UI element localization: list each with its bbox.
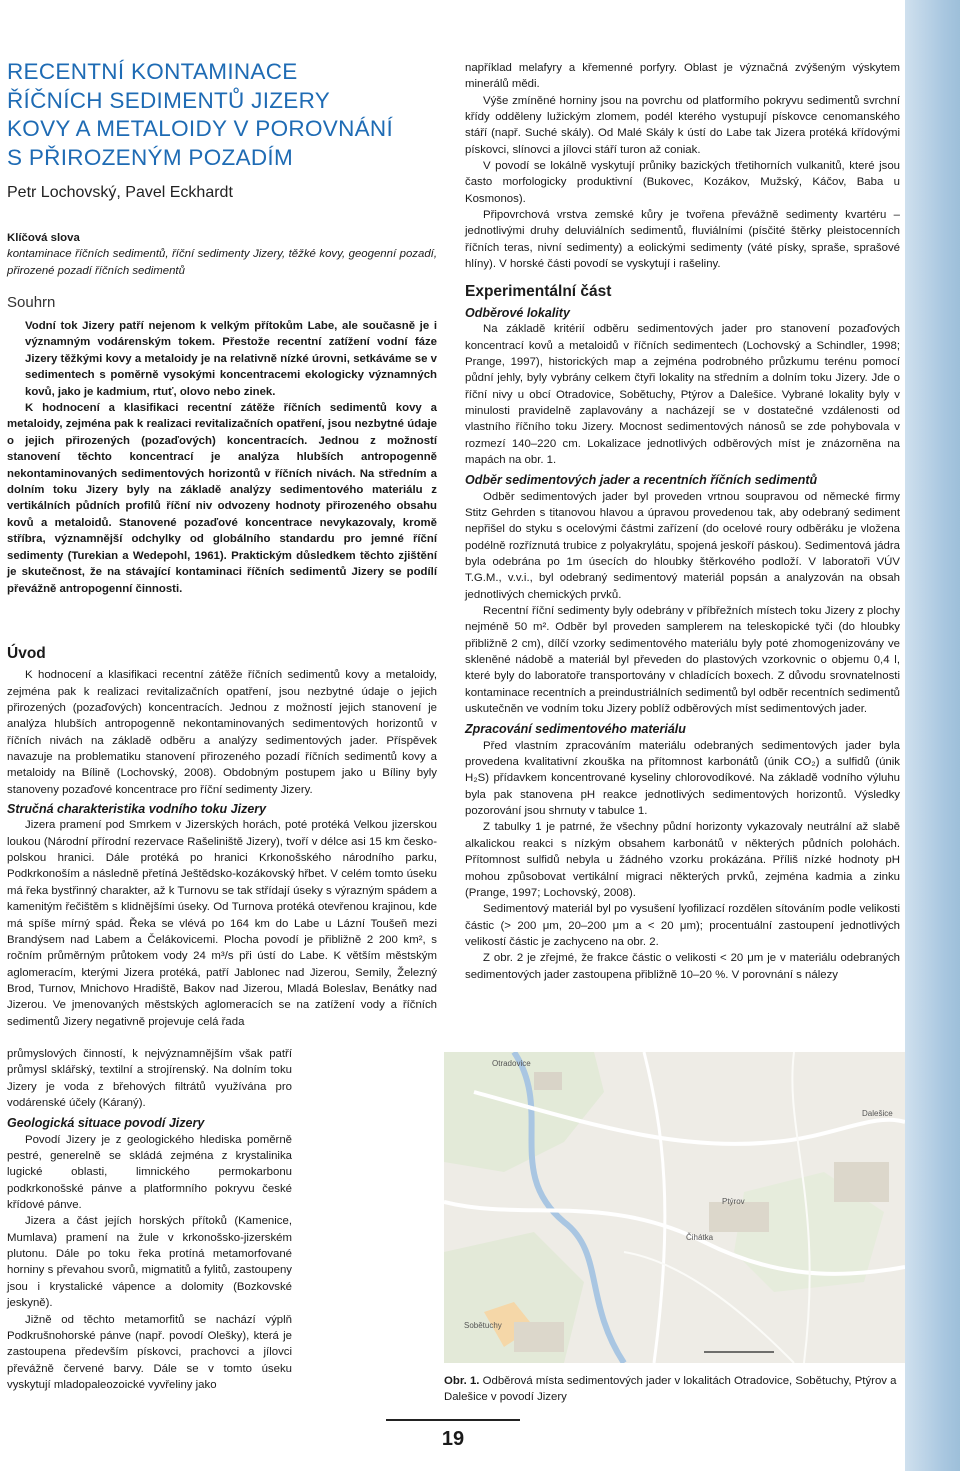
- location-map: [444, 1052, 905, 1363]
- souhrn-heading: Souhrn: [7, 294, 56, 311]
- figure-caption: [444, 1373, 899, 1406]
- page-number: 19: [441, 1428, 465, 1450]
- map-label-cihalka: Čihátka: [686, 1233, 714, 1242]
- paragraph: Jizera a část jejích horských přítoků (Kamenice, Mumlava) pramení na žule v krkonošsko-jizerském plutonu. Dále po toku řeka protíná metamorfované horniny s převahou svorů, migmatitů a fylitů, zastoupeny jsou i krystalické vápence a dolomity (Bozkovské jeskyně).: [7, 1215, 292, 1310]
- map-label-sobetuchy: Sobětuchy: [464, 1321, 502, 1330]
- map-label-otradovice: Otradovice: [492, 1059, 531, 1068]
- map-label-dalesice: Dalešice: [862, 1109, 893, 1118]
- paragraph: Povodí Jizery je z geologického hlediska poměrně pestré, generelně se skládá zejména z krystalinika lugické oblasti, limnického permokarbonu podkrkonošské pánve a platformního pokryvu české křídové pánve.: [7, 1133, 292, 1212]
- paragraph: V povodí se lokálně vyskytují průniky bazických třetihorních vulkanitů, které jsou často morfologicky produktivní (Bukovec, Kozákov, Mužský, Káčov, Baba u Kosmonos).: [465, 160, 900, 205]
- paragraph: K hodnocení a klasifikaci recentní zátěže říčních sedimentů kovy a metaloidy, zejména pak k realizaci revitalizačních opatření, jsou nezbytné údaje o jejich přirozených (pozaďových) koncentracích. Jednou z možností jejich stanovení je analýza hlubších antropogenně nekontaminovaných sedimentových horizontů v říčních nivách na základě odběru a analýzy sedimentových jader. Příspěvek navazuje na problematiku stanovení přirozeného pozadí říčních sedimentů kovy a metaloidy na Bílině (Lochovský, 2008). Obdobným postupem jako u Bíliny byly stanoveny pozaďové koncentrace pro říční sedimenty Jizery.: [7, 669, 437, 796]
- subsection-heading-jader: Odběr sedimentových jader a recentních říčních sedimentů: [465, 473, 818, 488]
- paragraph: Před vlastním zpracováním materiálu odebraných sedimentových jader byla provedena kvalitativní zkouška na přítomnost karbonátů (únik CO₂) a sulfidů (únik H₂S) přídavkem koncentrované kyseliny chlorovodíkové. Na základě vodního výluhu byla pak stanovena pH reakce jednotlivých sedimentových horizontů. Výsledky pozorování jsou shrnuty v tabulce 1.: [465, 739, 900, 818]
- caption-label: Obr. 1.: [444, 1375, 480, 1387]
- paragraph: Sedimentový materiál byl po vysušení lyofilizací rozdělen sítováním podle velikosti částic (> 200 μm, 20–200 μm a < 20 μm); procentuální zastoupení jednotlivých velikostí částic je zachyceno na obr. 2.: [465, 903, 900, 948]
- caption-text: Odběrová místa sedimentových jader v lokalitách Otradovice, Sobětuchy, Ptýrov a Dalešice v povodí Jizery: [444, 1375, 897, 1404]
- article-title: [7, 58, 427, 172]
- paragraph: Z tabulky 1 je patrné, že všechny půdní horizonty vykazovaly neutrální až slabě alkalickou reakci s nízkým obsahem karbonátů v některých půdních polohách. Přítomnost sulfidů nebyla u žádného vzorku prokázána. Příliš nízké hodnoty pH mohou způsobovat vertikální migraci některých prvků, zejména kadmia a zinku (Prange, 1997; Lochovský, 2008).: [465, 821, 900, 899]
- right-column: [465, 60, 900, 983]
- decorative-sidebar: [905, 0, 960, 1471]
- page-number-rule: [386, 1419, 520, 1421]
- section-heading-experimental: Experimentální část: [465, 283, 612, 301]
- authors: Petr Lochovský, Pavel Eckhardt: [7, 184, 233, 201]
- title-line-3: KOVY A METALOIDY V POROVNÁNÍ: [7, 116, 394, 141]
- title-line-2: ŘÍČNÍCH SEDIMENTŮ JIZERY: [7, 87, 331, 113]
- subsection-heading-geologie: Geologická situace povodí Jizery: [7, 1116, 205, 1131]
- keywords-block: [7, 230, 437, 279]
- paragraph: Jižně od těchto metamorfitů se nachází výplň Podkrušnohorské pánve (např. povodí Olešky), která je zastoupena především pískovci, prachovci a jílovci převážně červené barvy. Dále se v tomto úseku vyskytují mladopaleozoické vyvřeliny jako: [7, 1313, 292, 1391]
- keywords-heading: Klíčová slova: [7, 232, 80, 244]
- paragraph: Na základě kritérií odběru sedimentových jader pro stanovení pozaďových koncentrací kovů a metaloidů v říčních sedimentech (Lochovský a Schindler, 1998; Prange, 1997), historických map a zejména podrobného průzkumu terénu pomocí půdní jehly, byly vybrány celkem čtyři lokality na středním a dolním toku Jizery. Jde o říční nivy u obcí Otradovice, Sobětuchy, Ptýrov a Dalešice. Vybrané lokality byly v minulosti pravidelně zaplavovány a nacházejí se v dostatečné vzdálenosti od vlastního říčního toku Jizery. Mocnost sedimentových nánosů se zde pohybovala v rozmezí 140–220 cm. Lokalizace jednotlivých odběrových míst je znázorněna na mapách na obr. 1.: [465, 323, 900, 466]
- subsection-heading-zpracovani: Zpracování sedimentového materiálu: [465, 722, 686, 737]
- subsection-heading-charakteristika: Stručná charakteristika vodního toku Jizery: [7, 802, 267, 817]
- paragraph: Jizera pramení pod Smrkem v Jizerských horách, poté protéká Velkou jizerskou loukou (Národní přírodní rezervace Rašeliniště Jizery), tvoří v délce asi 15 km česko-polskou hranici. Dále protéká po hranici Krkonošského národního parku, Podkrkonoším a následně přetíná Ještědsko-kozákovský hřbet. V celém tomto úseku má řeka bystřinný charakter, až k Turnovu se tak střídají úseky s výrazným spádem a kamenitým řečištěm s klidnějšími úseky. Od Turnova protéká otevřenou krajinou, kde má spíše mírný spád. Řeka se vlévá po 164 km do Labe u Lázní Toušeň mezi Brandýsem nad Labem a Čelákovicemi. Plocha povodí je přibližně 2 200 km², s ročním průměrným průtokem vody 24 m³/s při ústí do Labe. K větším městským aglomeracím, kterými Jizera protéká, patří Jablonec nad Jizerou, Semily, Železný Brod, Turnov, Mnichovo Hradiště, Bakov nad Jizerou, Mladá Boleslav, Benátky nad Jizerou. Ve jmenovaných městských aglomeracích se na zatížení vody a říčních sedimentů Jizery negativně projevuje celá řada: [7, 819, 437, 1028]
- paragraph: Z obr. 2 je zřejmé, že frakce částic o velikosti < 20 μm je v materiálu odebraných sedimentových jader zastoupena přibližně 10–20 %. V porovnání s nálezy: [465, 952, 900, 981]
- paragraph: Připovrchová vrstva zemské kůry je tvořena převážně sedimenty kvartéru – jednotlivými druhy deluviálních sedimentů, fluviálními (písčité štěrky pleistocenních říčních teras, nivní sedimenty) a eolickými sedimenty (váté písky, spraše, sprašové hlíny). V horské části povodí se vyskytují i rašeliny.: [465, 209, 900, 271]
- paragraph: Výše zmíněné horniny jsou na povrchu od platformího pokryvu sedimentů svrchní křídy odděleny lužickým zlomem, podél kterého vystupují pískovce cenomanského stáří (např. Suché skály). Od Malé Skály k ústí do Labe tak Jizera protéká křídovými pískovci, slínovci a jílovci stáří turon až coniak.: [465, 94, 900, 156]
- left-column-upper: [7, 646, 437, 1030]
- title-line-4: S PŘIROZENÝM POZADÍM: [7, 144, 294, 170]
- map-label-ptyrov: Ptýrov: [722, 1197, 745, 1206]
- left-column-lower: [7, 1046, 292, 1393]
- abstract: [7, 318, 437, 597]
- paragraph: Recentní říční sedimenty byly odebrány v příbřežních místech toku Jizery z plochy nejméně 50 m². Odběr byl proveden samplerem na teleskopické tyči (do hloubky přibližně 2 cm), dílčí vzorky sedimentového materiálu byly poté zhomogenizovány ve skleněné nádobě a materiál byl převeden do plastových vzorkovnic o objemu 0,4 l, které byly do laboratoře transportovány v chladících boxech. Z důvodu srovnatelnosti kontaminace recentních a preindustriálních sedimentů byl odběr recentních sedimentů uskutečněn ve vodním toku Jizery poblíž odběrových míst sedimentových jader.: [465, 605, 900, 716]
- paragraph: například melafyry a křemenné porfyry. Oblast je význačná zvýšeným výskytem minerálů mědi.: [465, 62, 900, 91]
- location-map-drawing: [444, 1052, 905, 1363]
- abstract-paragraph: Vodní tok Jizery patří nejenom k velkým přítokům Labe, ale současně je i významným vodárenským tokem. Přestože recentní zatížení vodní fáze Jizery těžkými kovy a metaloidy je na relativně nízké úrovni, setkáváme se v sedimentech s poměrně vysokými koncentracemi ekologicky významných kovů, jako je kadmium, rtuť, olovo nebo zinek.: [25, 320, 437, 398]
- subsection-heading-odber: Odběrové lokality: [465, 305, 570, 320]
- abstract-paragraph: K hodnocení a klasifikaci recentní zátěže říčních sedimentů kovy a metaloidy, zejména pak k realizaci revitalizačních opatření, jsou nezbytné údaje o jejich přirozených (pozaďových) koncentracích. Jednou z možností stanovení těchto koncentrací je analýza hlubších antropogenně nekontaminovaných sedimentových horizontů v říčních nivách. Na středním a dolním toku Jizery byly na základě analýzy sedimentového materiálu z vertikálních půdních profilů říční niv odvozeny hodnoty přirozeného obsahu kovů a metaloidů. Stanovené pozaďové koncentrace nevykazovaly, kromě stříbra, významnější odchylky od globálního standardu pro jemné říční sedimenty (Turekian a Wedepohl, 1961). Praktickým důsledkem těchto zjištění je skutečnost, že na stávající kontaminaci říčních sedimentů Jizery se podílí převážně antropogenní činnosti.: [7, 402, 437, 595]
- section-heading-uvod: Úvod: [7, 645, 46, 662]
- title-line-1: RECENTNÍ KONTAMINACE: [7, 59, 298, 84]
- keywords-text: kontaminace říčních sedimentů, říční sedimenty Jizery, těžké kovy, geogenní pozadí, přirozené pozadí říčních sedimentů: [7, 248, 437, 277]
- paragraph: průmyslových činností, k nejvýznamnějším však patří průmysl sklářský, textilní a strojírenský. Na dolním toku Jizery je voda z břehových filtrátů využívána pro vodárenské účely (Káraný).: [7, 1048, 292, 1110]
- paragraph: Odběr sedimentových jader byl proveden vrtnou soupravou od německé firmy Stitz Gehrden s titanovou hlavou a úpravou provedenou tak, aby odebraný sediment nepřišel do styku s ocelovými částmi zařízení (do ocelové roury odběráku je vložena podélně rozříznutá trubice z polyakrylátu, spojená jeskoří páskou). Sedimentová jádra byla odebrána po 1m úsecích do hloubky štěrkového podloží. V laboratoři VÚV T.G.M., v.v.i., byl odebraný sedimentový materiál popsán a analyzován na obsah jednotlivých chemických prvků.: [465, 490, 900, 601]
